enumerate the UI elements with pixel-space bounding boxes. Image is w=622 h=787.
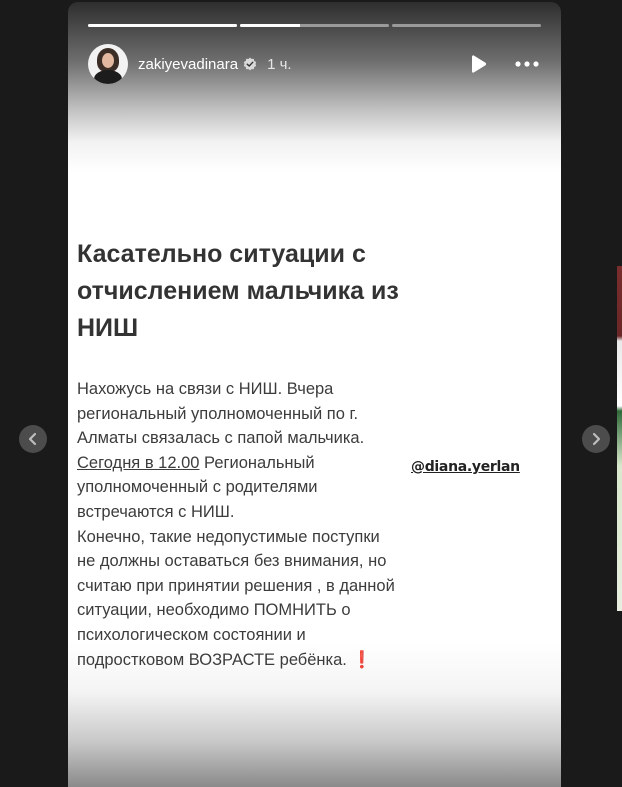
story-text-content — [77, 236, 457, 672]
next-story-preview[interactable] — [617, 266, 622, 611]
exclamation-icon: ❗ — [351, 650, 373, 669]
chevron-right-icon — [589, 432, 603, 446]
next-story-button[interactable] — [582, 425, 610, 453]
avatar[interactable] — [88, 44, 128, 84]
play-icon[interactable] — [467, 53, 489, 75]
body-paragraph: Региональный уполномоченный с родителями встречаются с НИШ. Конечно, такие недопустимые поступки не должны оставаться без внимания, но считаю при принятии решения , в данной ситуации, необходимо ПОМНИТЬ о психологическом состоянии и подростковом ВОЗРАСТЕ ребёнка. — [77, 453, 395, 669]
story-title: Касательно ситуации с отчислением мальчика из НИШ — [77, 240, 399, 342]
username-link[interactable]: zakiyevadinara — [138, 55, 239, 73]
verified-badge-icon — [243, 57, 257, 71]
story-body-text — [77, 377, 457, 672]
story-timestamp: 1 ч. — [267, 55, 292, 73]
story-progress-bar — [88, 24, 541, 28]
more-options-icon[interactable] — [513, 53, 541, 75]
mention-sticker[interactable]: @diana.yerlan — [411, 459, 520, 475]
progress-segment — [392, 24, 541, 27]
progress-segment — [240, 24, 389, 27]
previous-story-button[interactable] — [19, 425, 47, 453]
body-paragraph: Нахожусь на связи с НИШ. Вчера региональный уполномоченный по г. Алматы связалась с папой мальчика. — [77, 380, 365, 448]
meeting-time-text: Сегодня в 12.00 — [77, 453, 200, 472]
story-header — [88, 42, 541, 86]
chevron-left-icon — [26, 432, 40, 446]
progress-segment — [88, 24, 237, 27]
